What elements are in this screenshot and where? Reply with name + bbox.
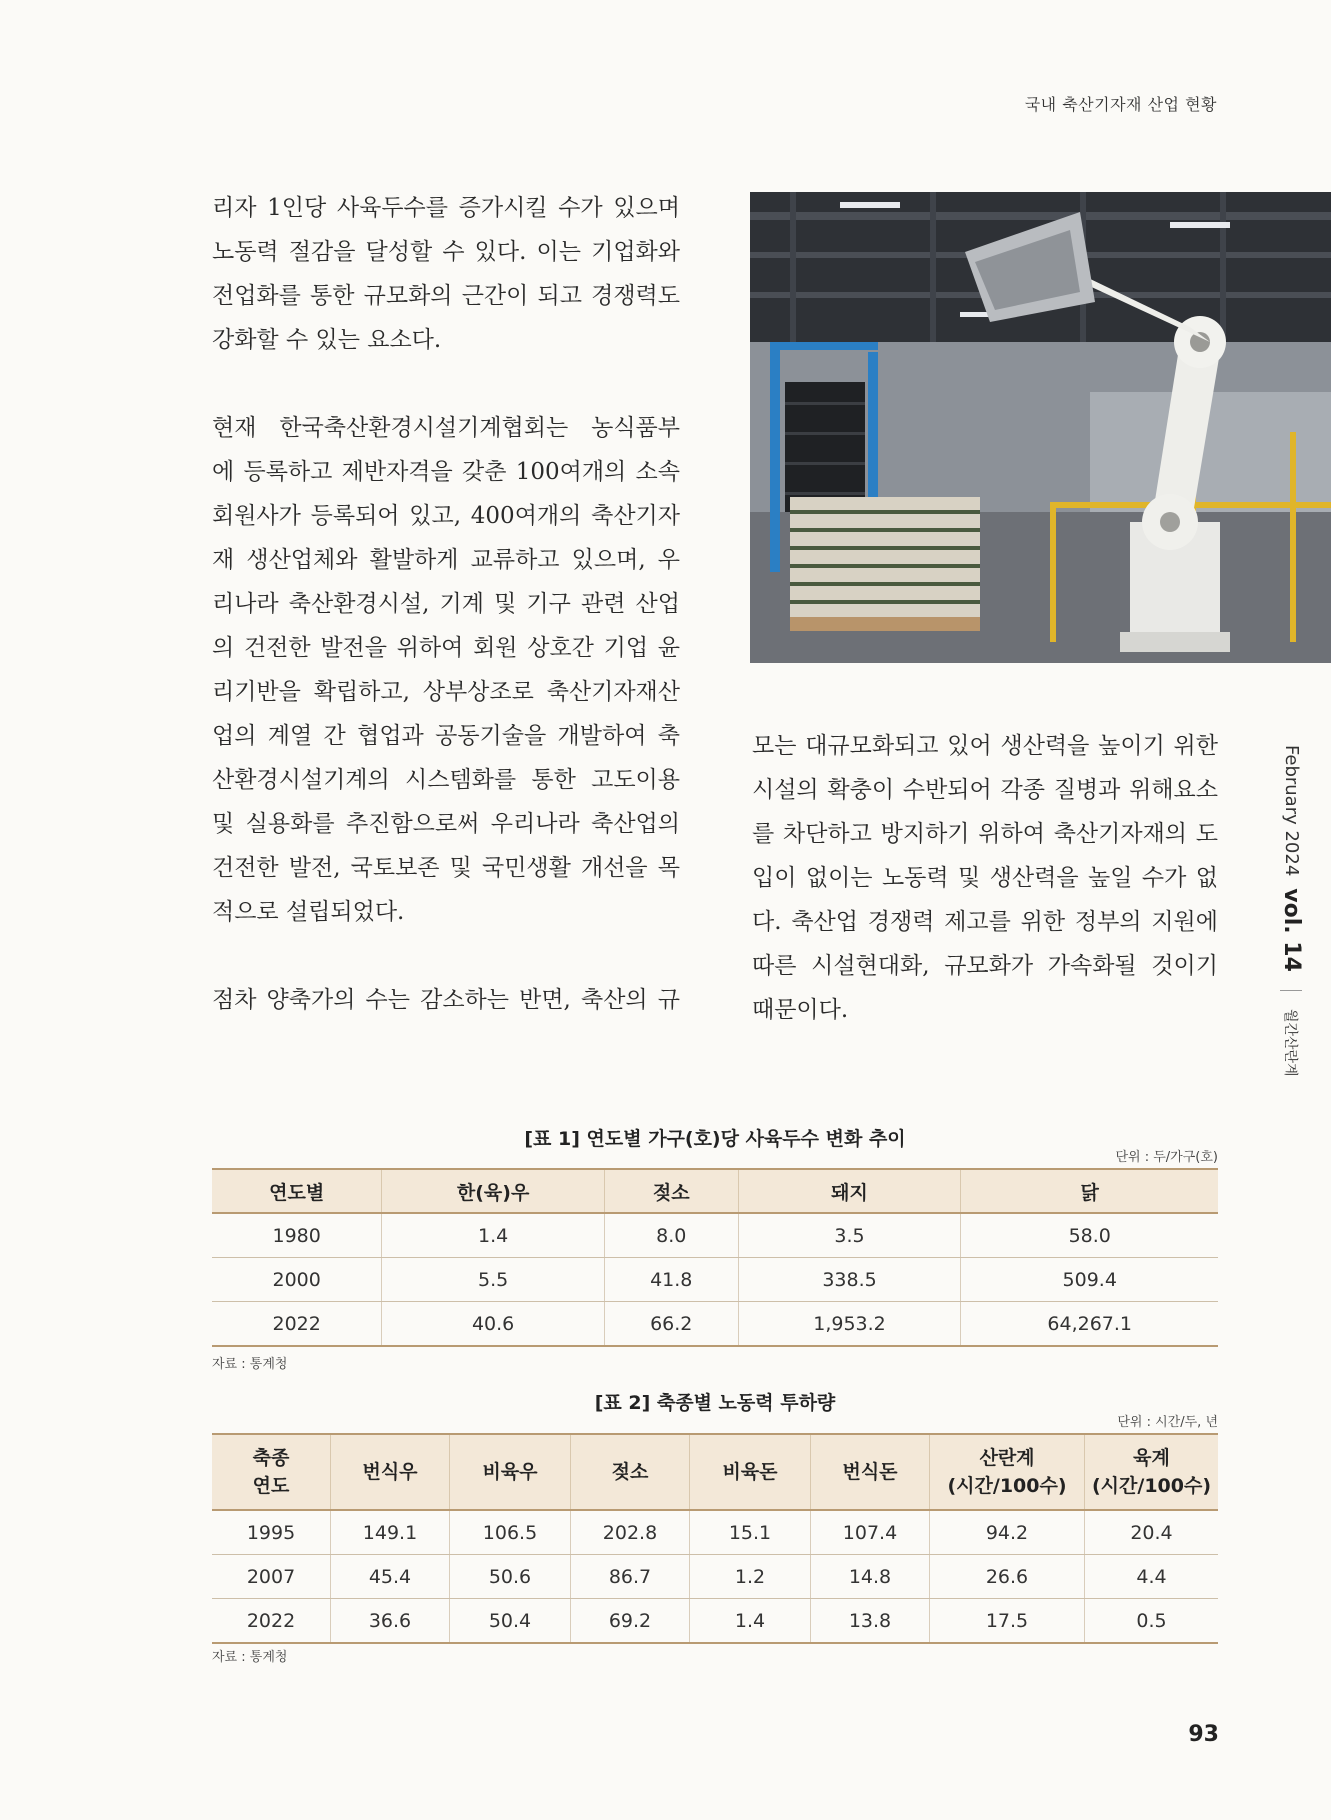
table-cell: 4.4 <box>1085 1555 1219 1599</box>
table-row <box>212 1213 1218 1258</box>
table1-unit: 단위 : 두/가구(호) <box>1115 1150 1218 1165</box>
table-row <box>212 1555 1218 1599</box>
table-cell: 69.2 <box>571 1599 690 1644</box>
text-line: 때문이다. <box>752 997 849 1023</box>
table-cell: 202.8 <box>571 1510 690 1555</box>
table2-source: 자료 : 통계청 <box>212 1650 288 1665</box>
table-cell: 1980 <box>212 1213 382 1258</box>
table1-source: 자료 : 통계청 <box>212 1357 288 1372</box>
column-header <box>212 1434 331 1510</box>
table2-title: [표 2] 축종별 노동력 투하량 <box>594 1392 836 1414</box>
text-line: 적으로 설립되었다. <box>212 899 405 925</box>
column-header: 번식우 <box>331 1434 450 1510</box>
table-cell: 1995 <box>212 1510 331 1555</box>
text-line: 리나라 축산환경시설, 기계 및 기구 관련 산업 <box>212 591 680 617</box>
table-cell: 509.4 <box>961 1258 1218 1302</box>
table-header-row <box>212 1434 1218 1510</box>
volume-label: vol. 14 <box>1279 888 1304 972</box>
running-header: 국내 축산기자재 산업 현황 <box>1024 95 1217 114</box>
text-line: 를 차단하고 방지하기 위하여 축산기자재의 도 <box>752 821 1218 847</box>
table-cell: 26.6 <box>930 1555 1085 1599</box>
table1 <box>212 1168 1218 1347</box>
text-line: 리자 1인당 사육두수를 증가시킬 수가 있으며 <box>212 195 680 221</box>
column-header: 젖소 <box>571 1434 690 1510</box>
column-header: 한(육)우 <box>382 1169 605 1213</box>
table-cell: 8.0 <box>604 1213 738 1258</box>
table-header-row <box>212 1169 1218 1213</box>
paragraph-2 <box>212 406 680 934</box>
paragraph-3 <box>212 978 680 1022</box>
text-line: 재 생산업체와 활발하게 교류하고 있으며, 우 <box>212 547 680 573</box>
header-line: 연도 <box>252 1475 290 1497</box>
left-column <box>212 186 680 1066</box>
column-header <box>1085 1434 1219 1510</box>
table-cell: 5.5 <box>382 1258 605 1302</box>
table-cell: 107.4 <box>811 1510 930 1555</box>
page-number: 93 <box>1188 1722 1219 1747</box>
column-header: 돼지 <box>738 1169 961 1213</box>
right-column <box>752 724 1218 1032</box>
robot-arm-photo <box>750 192 1331 663</box>
paragraph-1 <box>212 186 680 362</box>
column-header: 연도별 <box>212 1169 382 1213</box>
text-line: 건전한 발전, 국토보존 및 국민생활 개선을 목 <box>212 855 680 881</box>
table-row <box>212 1302 1218 1347</box>
table-row <box>212 1258 1218 1302</box>
table-cell: 64,267.1 <box>961 1302 1218 1347</box>
header-line: (시간/100수) <box>947 1475 1067 1497</box>
text-line: 에 등록하고 제반자격을 갖춘 100여개의 소속 <box>212 459 680 485</box>
table-cell: 50.4 <box>450 1599 571 1644</box>
column-header: 젖소 <box>604 1169 738 1213</box>
table-cell: 2007 <box>212 1555 331 1599</box>
column-header <box>930 1434 1085 1510</box>
text-line: 현재 한국축산환경시설기계협회는 농식품부 <box>212 415 680 441</box>
table-cell: 1,953.2 <box>738 1302 961 1347</box>
divider <box>1281 990 1303 991</box>
text-line: 다. 축산업 경쟁력 제고를 위한 정부의 지원에 <box>752 909 1218 935</box>
header-line: (시간/100수) <box>1091 1475 1212 1497</box>
column-header: 비육돈 <box>690 1434 811 1510</box>
table-cell: 3.5 <box>738 1213 961 1258</box>
table-cell: 2022 <box>212 1302 382 1347</box>
text-line: 시설의 확충이 수반되어 각종 질병과 위해요소 <box>752 777 1218 803</box>
table-cell: 50.6 <box>450 1555 571 1599</box>
side-issue-tab <box>1268 745 1308 1077</box>
text-line: 리기반을 확립하고, 상부상조로 축산기자재산 <box>212 679 680 705</box>
table-cell: 66.2 <box>604 1302 738 1347</box>
table-cell: 58.0 <box>961 1213 1218 1258</box>
column-header: 번식돈 <box>811 1434 930 1510</box>
table-cell: 14.8 <box>811 1555 930 1599</box>
text-line: 노동력 절감을 달성할 수 있다. 이는 기업화와 <box>212 239 680 265</box>
text-line: 산환경시설기계의 시스템화를 통한 고도이용 <box>212 767 680 793</box>
header-line: 육계 <box>1133 1447 1170 1469</box>
table-cell: 2000 <box>212 1258 382 1302</box>
table-cell: 2022 <box>212 1599 331 1644</box>
text-line: 전업화를 통한 규모화의 근간이 되고 경쟁력도 <box>212 283 680 309</box>
table-cell: 13.8 <box>811 1599 930 1644</box>
text-line: 및 실용화를 추진함으로써 우리나라 축산업의 <box>212 811 680 837</box>
table-cell: 20.4 <box>1085 1510 1219 1555</box>
text-line: 입이 없이는 노동력 및 생산력을 높일 수가 없 <box>752 865 1218 891</box>
table-cell: 45.4 <box>331 1555 450 1599</box>
text-line: 점차 양축가의 수는 감소하는 반면, 축산의 규 <box>212 987 680 1013</box>
table-cell: 15.1 <box>690 1510 811 1555</box>
table2 <box>212 1433 1218 1644</box>
issue-date: February 2024 <box>1281 745 1302 877</box>
table2-unit: 단위 : 시간/두, 년 <box>1117 1415 1218 1430</box>
table-cell: 338.5 <box>738 1258 961 1302</box>
header-line: 축종 <box>252 1447 290 1469</box>
column-header: 비육우 <box>450 1434 571 1510</box>
table-row <box>212 1510 1218 1555</box>
table-cell: 36.6 <box>331 1599 450 1644</box>
text-line: 회원사가 등록되어 있고, 400여개의 축산기자 <box>212 503 680 529</box>
table-cell: 106.5 <box>450 1510 571 1555</box>
text-line: 의 건전한 발전을 위하여 회원 상호간 기업 윤 <box>212 635 680 661</box>
text-line: 따른 시설현대화, 규모화가 가속화될 것이기 <box>752 953 1218 979</box>
text-line: 업의 계열 간 협업과 공동기술을 개발하여 축 <box>212 723 680 749</box>
column-header: 닭 <box>961 1169 1218 1213</box>
magazine-name: 월간산란계 <box>1282 1008 1299 1077</box>
table-cell: 40.6 <box>382 1302 605 1347</box>
text-line: 모는 대규모화되고 있어 생산력을 높이기 위한 <box>752 733 1218 759</box>
table1-title: [표 1] 연도별 가구(호)당 사육두수 변화 추이 <box>524 1128 906 1150</box>
table-cell: 86.7 <box>571 1555 690 1599</box>
header-line: 산란계 <box>979 1447 1035 1469</box>
table-cell: 17.5 <box>930 1599 1085 1644</box>
table-cell: 1.4 <box>690 1599 811 1644</box>
table-cell: 1.4 <box>382 1213 605 1258</box>
table-cell: 0.5 <box>1085 1599 1219 1644</box>
table-row <box>212 1599 1218 1644</box>
table-cell: 41.8 <box>604 1258 738 1302</box>
text-line: 강화할 수 있는 요소다. <box>212 327 442 353</box>
table-cell: 149.1 <box>331 1510 450 1555</box>
table-cell: 1.2 <box>690 1555 811 1599</box>
table-cell: 94.2 <box>930 1510 1085 1555</box>
